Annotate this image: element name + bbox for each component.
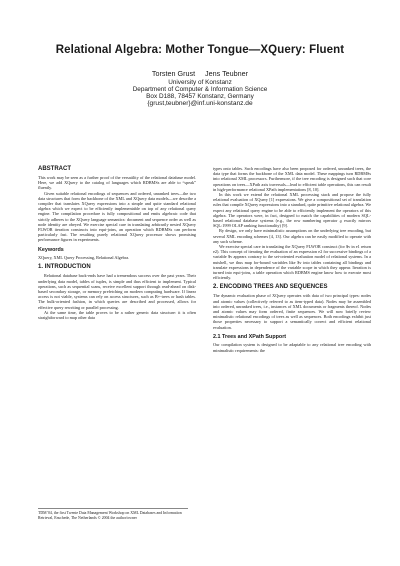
paper-title: Relational Algebra: Mother Tongue—XQuery: Fluent — [55, 44, 345, 56]
right-column — [213, 166, 371, 353]
right-paragraph-4: We exercise special care in translating the XQuery FLWOR construct (for $v in e1 return e2). This concept of iterating the evaluation of an expression e2 for successive bindings of a variable $v appears contrary to the set-oriented evaluation model of relational systems. In a nutshell, we thus map for-bound variables like $v into tables containing all bindings and translate expressions in dependence of the variable scope in which they appear. Iteration is turned into equi-joins, a table operation which RDBMS engine know how to execute most efficiently. — [213, 244, 371, 281]
left-column — [38, 166, 196, 320]
keywords-heading: Keywords — [38, 246, 64, 253]
abstract-heading: ABSTRACT — [38, 166, 71, 172]
introduction-heading: 1. INTRODUCTION — [38, 264, 91, 271]
affiliation-address: Box D188, 78457 Konstanz, Germany — [146, 93, 254, 101]
copyright-footnote: TDM’04, the first Twente Data Management Workshop on XML Databases and Information Retrieval, Enschede, The Netherlands © 2004 the author/owner — [38, 508, 188, 521]
author-email: {grust,teubner}@inf.uni-konstanz.de — [147, 100, 253, 108]
affiliation-department: Department of Computer & Information Science — [132, 85, 268, 93]
section-2-1-heading: 2.1 Trees and XPath Support — [213, 333, 287, 340]
right-paragraph-1: types onto tables. Such encodings have also been proposed for ordered, unranked trees, the data type that forms the backbone of the XML data model. These mappings turn RDBMSs into relational XML processors. Furthermore, if the tree encoding is designed such that core operations on trees—XPath axis traversals—lead to efficient table operations, this can result in high-performance relational XPath implementations [8, 10]. — [213, 166, 371, 192]
right-paragraph-3: By design, we only have minimalistic assumptions on the underlying tree encoding, but several XML encoding schemes [4, 13]. Our algebra can be easily modified to operate with any such scheme. — [213, 228, 371, 244]
section-2-paragraph-1: The dynamic evaluation phase of XQuery operates with data of two principal types: nodes and atomic values (collectively referred to as item-typed data). Nodes may be assembled into ordered, unranked trees, i.e., instances of XML documents or fragments thereof. Nodes and atomic values may form ordered, finite sequences. We will now briefly review minimalistic relational encodings of trees as well as sequences. Both encodings exhibit just those properties necessary to support a semantically correct and efficient relational evaluation. — [213, 293, 371, 330]
introduction-paragraph-2: At the same time, the table proves to be a rather generic data structure: it is often straightforward to map other data — [38, 309, 196, 320]
abstract-paragraph-2: Given suitable relational encodings of sequences and ordered, unranked trees—the two data structures that form the backbone of the XML and XQuery data models—we describe a compiler that translates XQuery expressions into a simple and quite standard relational algebra which we expect to be efficiently implementable on top of any relational query engine. The compilation procedure is fully compositional and emits algebraic code that strictly adheres to the XQuery language semantics: document and sequence order as well as node identity are obeyed. We exercise special care in translating arbitrarily nested XQuery FLWOR iteration constructs into equi-joins, an operation which RDBMSs can perform particularly fast. The resulting purely relational XQuery processor shows promising performance figures in experiments. — [38, 190, 196, 243]
section-2-heading: 2. ENCODING TREES AND SEQUENCES — [213, 284, 328, 291]
abstract-paragraph-1: This work may be seen as a further proof of the versatility of the relational database model. Here, we add XQuery to the catalog of languages which RDBMSs are able to “speak” fluently. — [38, 175, 196, 191]
author-block — [0, 70, 400, 108]
keywords-text: XQuery, XML Query Processing, Relational Algebra. — [38, 255, 130, 261]
right-paragraph-2: In this work we extend the relational XML processing stack and propose the fully relational evaluation of XQuery [1] expressions. We give a compositional set of translation rules that compile XQuery expressions into a standard, quite primitive relational algebra. We expect any relational query engine to be able to efficiently implement the operators of this algebra. The operators were, in fact, designed to match the capabilities of modern SQL-based relational database systems (e.g., the row numbering operator ϱ exactly mirrors SQL:1999 OLAP ranking functionality) [9]. — [213, 192, 371, 229]
section-2-1-paragraph-1: Our compilation system is designed to be adaptable to any relational tree encoding with minimalistic requirements: the — [213, 342, 371, 353]
affiliation-university: University of Konstanz — [168, 78, 232, 86]
author-names: Torsten Grust Jens Teubner — [151, 69, 249, 78]
introduction-paragraph-1: Relational database back-ends have had a tremendous success over the past years. Their underlying data model, tables of tuples, is simple and thus efficient to implement. Typical operations, such as sequential scans, receive excellent support through read-ahead on disk-based secondary storage, or memory prefetching on modern computing hardware. If linear access is not viable, systems can rely on access structures, such as B+-trees or hash tables. The bulk-oriented fashion, in which queries are described and processed, allows for effective query rewriting or parallel processing. — [38, 273, 196, 310]
